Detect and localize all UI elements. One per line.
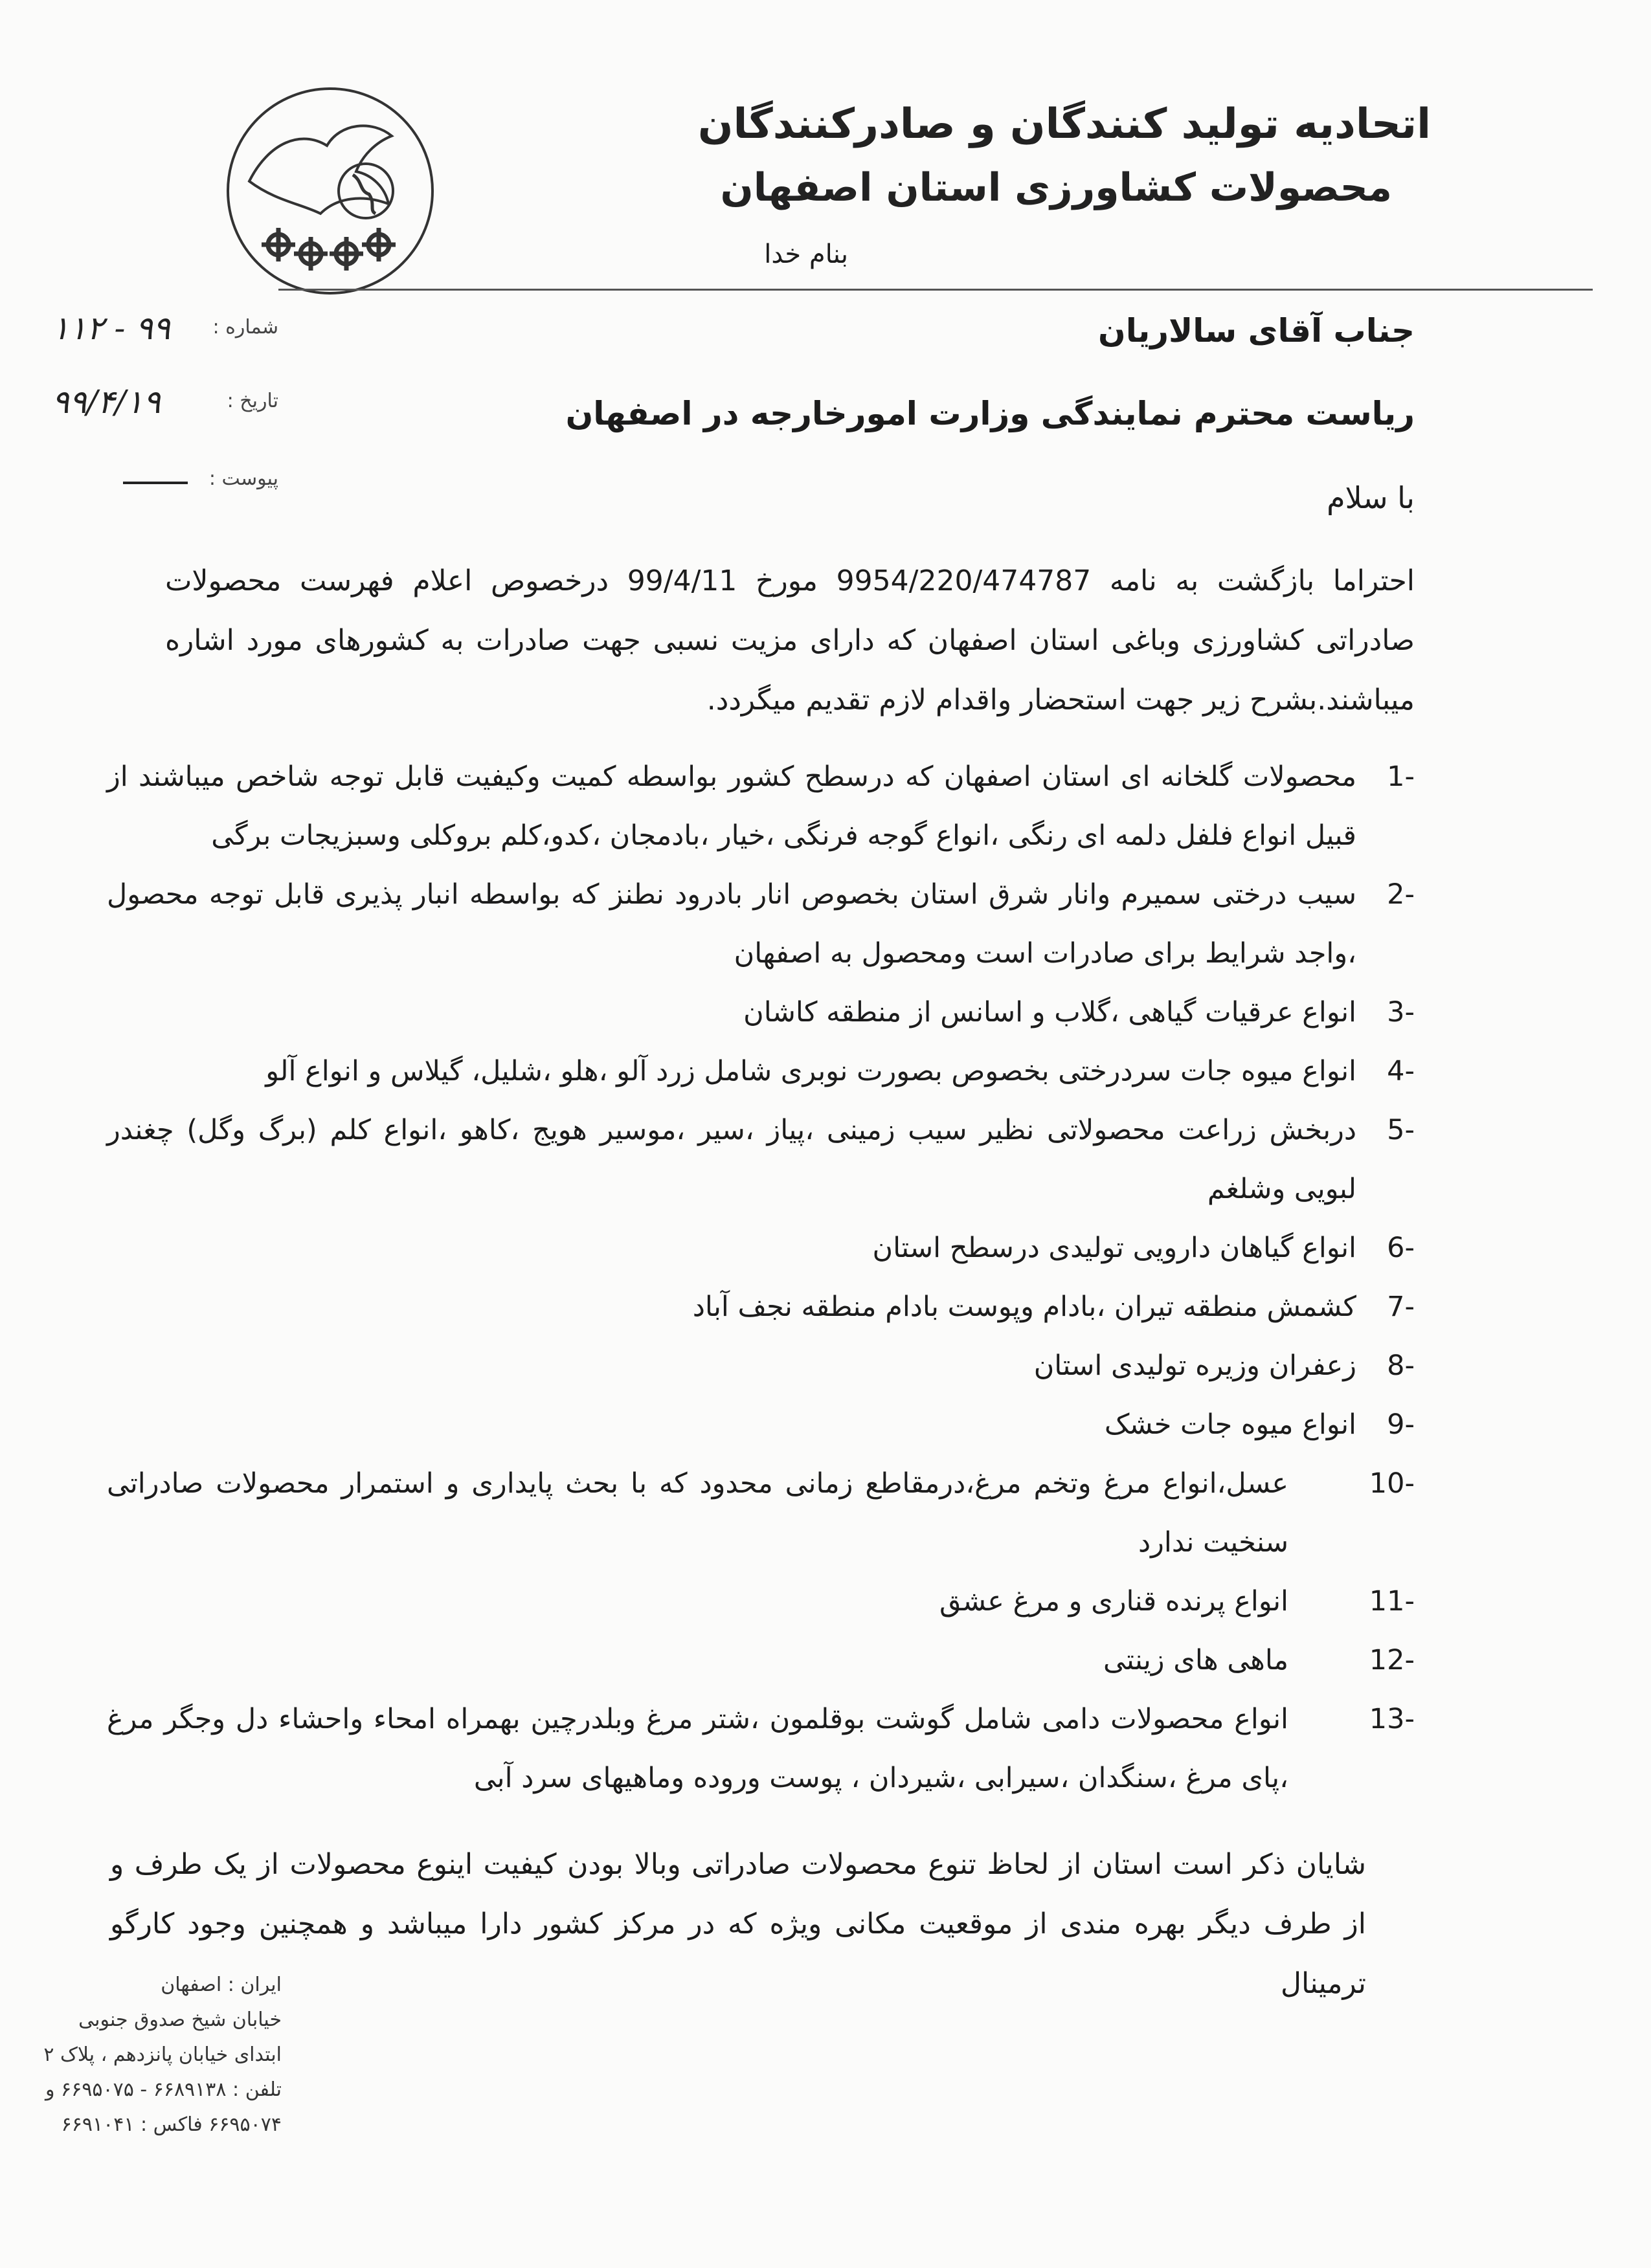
item-text: انواع میوه جات خشک [1104,1408,1356,1441]
list-item [107,748,1415,865]
item-number: 13- [1369,1703,1415,1735]
item-number: 10- [1369,1467,1415,1500]
letter-date [26,383,298,428]
item-text: سیب درختی سمیرم وانار شرق استان بخصوص انار بادرود نطنز که بواسطه انبار پذیری قابل توجه محصول ،واجد شرایط برای صادرات است ومحصول به اصفهان [107,878,1356,970]
list-item [107,1278,1415,1337]
address-block [26,1968,282,2142]
header-divider [278,289,1593,291]
item-number: 1- [1387,761,1415,793]
product-list [107,748,1415,1808]
item-text: انواع محصولات دامی شامل گوشت بوقلمون ،شتر مرغ وبلدرچین بهمراه امحاء واحشاء دل وجگر مرغ ،پای مرغ ،سنگدان ،سیرابی ،شیردان ، پوست وروده وماهیهای سرد آبی [107,1703,1288,1794]
phone-fax-line: ۶۶۹۵۰۷۴ فاکس : ۶۶۹۱۰۴۱ [61,2113,282,2136]
item-number: 9- [1387,1408,1415,1441]
item-number: 7- [1387,1291,1415,1323]
list-item [107,1454,1415,1572]
date-label: تاریخ : [227,390,278,412]
item-number: 3- [1387,996,1415,1028]
item-number: 4- [1387,1055,1415,1087]
date-value: ۹۹/۴/۱۹ [52,383,161,421]
attachment-label: پیوست : [208,467,278,490]
list-item [107,1690,1415,1808]
item-text: عسل،انواع مرغ وتخم مرغ،درمقاطع زمانی محدود که با بحث پایداری و استمرار محصولات صادراتی سنخیت ندارد [107,1467,1288,1559]
closing-paragraph: شایان ذکر است استان از لحاظ تنوع محصولات صادراتی وبالا بودن کیفیت اینوع محصولات از یک طرف و از طرف دیگر بهره مندی از موقعیت مکانی ویژه که در مرکز کشور دارا میباشد و همچنین وجود کارگو ترمینال [110,1848,1366,2000]
item-number: 2- [1387,878,1415,911]
item-text: ماهی های زینتی [1103,1644,1288,1676]
list-item [107,1337,1415,1395]
item-number: 6- [1387,1232,1415,1264]
item-text: زعفران وزیره تولیدی استان [1033,1350,1356,1382]
recipient-title: ریاست محترم نمایندگی وزارت امورخارجه در اصفهان [565,395,1415,432]
letter-number [26,309,298,355]
org-title: اتحادیه تولید کنندگان و صادرکنندگان [697,100,1431,148]
attachment-dash [123,482,188,484]
item-text: انواع عرقیات گیاهی ،گلاب و اسانس از منطقه کاشان [743,996,1356,1028]
list-item [107,1572,1415,1631]
address-line: ایران : اصفهان [161,1973,282,1996]
item-text: محصولات گلخانه ای استان اصفهان که درسطح کشور بواسطه کمیت وکیفیت قابل توجه شاخص میباشند از قبیل انواع فلفل دلمه ای رنگی ،انواع گوجه فرنگی ،خیار ،بادمجان ،کدو،کلم بروکلی وسبزیجات برگی [107,761,1356,852]
phone-line: تلفن : ۶۶۸۹۱۳۸ - ۶۶۹۵۰۷۵ و [45,2078,282,2101]
list-item [107,865,1415,983]
item-text: دربخش زراعت محصولاتی نظیر سیب زمینی ،پیاز ،سیر ،موسیر هویج ،کاهو ،انواع کلم (برگ وگل) چغندر لبویی وشلغم [107,1114,1356,1205]
number-value: ۱۱۲ - ۹۹ [52,309,170,347]
letter-attachment [26,461,298,506]
item-text: انواع میوه جات سردرختی بخصوص بصورت نوبری شامل زرد آلو ،هلو ،شلیل، گیلاس و انواع آلو [265,1055,1356,1087]
bismillah: بنام خدا [764,239,848,269]
greeting: با سلام [1327,480,1415,515]
item-text: انواع گیاهان دارویی تولیدی درسطح استان [872,1232,1356,1264]
address-line: خیابان شیخ صدوق جنوبی [78,2008,282,2031]
union-logo [223,84,437,298]
intro-paragraph: احتراما بازگشت به نامه 9954/220/474787 مورخ 99/4/11 درخصوص اعلام فهرست محصولات صادراتی کشاورزی وباغی استان اصفهان که دارای مزیت نسبی جهت صادرات به کشورهای مورد اشاره میباشند.بشرح زیر جهت استحضار واقدام لازم تقدیم میگردد. [165,564,1415,717]
recipient-name: جناب آقای سالاریان [1098,312,1415,350]
list-item [107,983,1415,1042]
item-number: 5- [1387,1114,1415,1146]
list-item [107,1631,1415,1690]
item-text: انواع پرنده قناری و مرغ عشق [939,1585,1288,1618]
item-number: 11- [1369,1585,1415,1618]
item-number: 12- [1369,1644,1415,1676]
number-label: شماره : [212,316,278,339]
list-item [107,1101,1415,1219]
item-text: کشمش منطقه تیران ،بادام وپوست بادام منطقه نجف آباد [692,1291,1356,1323]
list-item [107,1042,1415,1101]
org-subtitle: محصولات کشاورزی استان اصفهان [720,165,1392,210]
list-item [107,1219,1415,1278]
list-item [107,1395,1415,1454]
address-line: ابتدای خیابان پانزدهم ، پلاک ۲ [43,2043,282,2066]
item-number: 8- [1387,1350,1415,1382]
